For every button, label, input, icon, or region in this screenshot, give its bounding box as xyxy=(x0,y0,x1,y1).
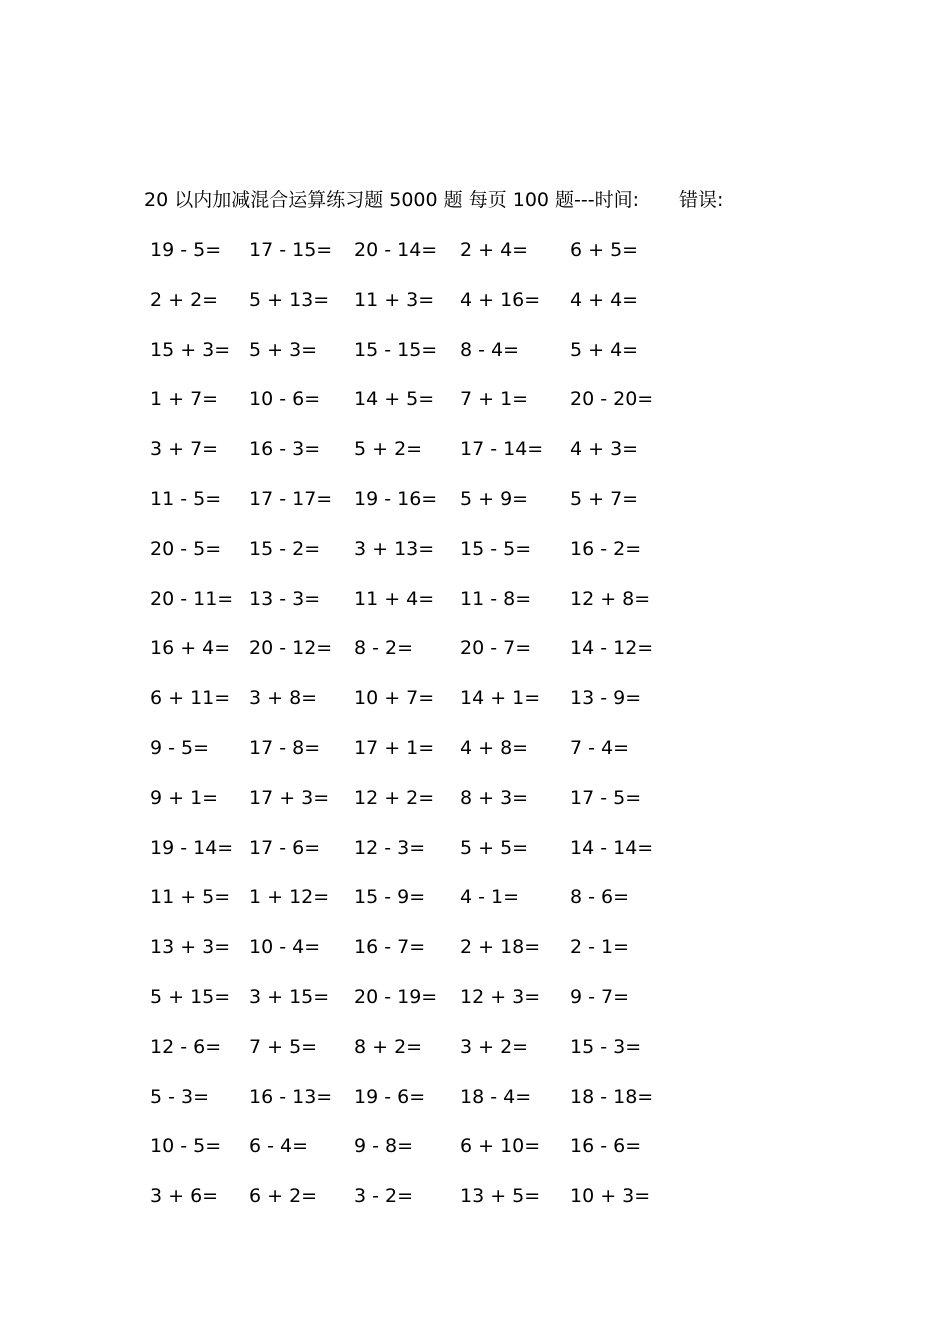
arithmetic-problem: 16 - 13= xyxy=(249,1085,333,1108)
arithmetic-problem: 16 - 2= xyxy=(570,537,642,560)
arithmetic-problem: 8 + 2= xyxy=(354,1035,423,1058)
arithmetic-problem: 2 + 2= xyxy=(150,288,219,311)
arithmetic-problem: 14 + 5= xyxy=(354,388,435,411)
arithmetic-problem: 3 - 2= xyxy=(354,1185,414,1208)
arithmetic-problem: 2 + 18= xyxy=(460,936,541,959)
arithmetic-problem: 17 + 3= xyxy=(249,786,330,809)
arithmetic-problem: 2 + 4= xyxy=(460,239,529,261)
arithmetic-problem: 14 - 12= xyxy=(570,637,654,660)
arithmetic-problem: 6 + 10= xyxy=(460,1135,541,1158)
arithmetic-problem: 5 + 13= xyxy=(249,288,330,311)
arithmetic-problem: 9 - 7= xyxy=(570,985,630,1008)
arithmetic-problem: 20 - 19= xyxy=(354,985,438,1008)
arithmetic-problem: 10 + 7= xyxy=(354,687,435,710)
arithmetic-problem: 19 - 5= xyxy=(150,239,222,261)
arithmetic-problem: 8 - 6= xyxy=(570,886,630,909)
arithmetic-problem: 9 - 8= xyxy=(354,1135,414,1158)
arithmetic-problem: 7 - 4= xyxy=(570,736,630,759)
arithmetic-problem: 12 - 6= xyxy=(150,1035,222,1058)
arithmetic-problem: 16 - 6= xyxy=(570,1135,642,1158)
arithmetic-problem: 19 - 6= xyxy=(354,1085,426,1108)
arithmetic-problem: 18 - 18= xyxy=(570,1085,654,1108)
arithmetic-problem: 11 - 8= xyxy=(460,587,532,610)
arithmetic-problem: 6 - 4= xyxy=(249,1135,309,1158)
arithmetic-problem: 3 + 13= xyxy=(354,537,435,560)
arithmetic-problem: 8 + 3= xyxy=(460,786,529,809)
arithmetic-problem: 12 + 8= xyxy=(570,587,651,610)
arithmetic-problem: 15 - 5= xyxy=(460,537,532,560)
arithmetic-problem: 1 + 12= xyxy=(249,886,330,909)
arithmetic-problem: 10 - 5= xyxy=(150,1135,222,1158)
arithmetic-problem: 5 + 3= xyxy=(249,338,318,361)
arithmetic-problem: 17 - 14= xyxy=(460,438,544,461)
arithmetic-problem: 6 + 5= xyxy=(570,239,639,261)
arithmetic-problem: 17 - 17= xyxy=(249,487,333,510)
arithmetic-problem: 6 + 11= xyxy=(150,687,231,710)
arithmetic-problem: 20 - 5= xyxy=(150,537,222,560)
arithmetic-problem: 13 - 3= xyxy=(249,587,321,610)
arithmetic-problem: 14 + 1= xyxy=(460,687,541,710)
arithmetic-problem: 9 - 5= xyxy=(150,736,210,759)
arithmetic-problem: 4 + 4= xyxy=(570,288,639,311)
arithmetic-problem: 16 - 7= xyxy=(354,936,426,959)
arithmetic-problem: 14 - 14= xyxy=(570,836,654,859)
arithmetic-problem: 17 - 15= xyxy=(249,239,333,261)
arithmetic-problem: 15 - 9= xyxy=(354,886,426,909)
arithmetic-problem: 12 - 3= xyxy=(354,836,426,859)
worksheet-header xyxy=(144,186,723,214)
arithmetic-problem: 12 + 2= xyxy=(354,786,435,809)
arithmetic-problem: 19 - 16= xyxy=(354,487,438,510)
arithmetic-problem: 11 + 5= xyxy=(150,886,231,909)
arithmetic-problem: 4 - 1= xyxy=(460,886,520,909)
arithmetic-problem: 5 - 3= xyxy=(150,1085,210,1108)
arithmetic-problem: 4 + 3= xyxy=(570,438,639,461)
arithmetic-problem: 17 - 8= xyxy=(249,736,321,759)
arithmetic-problem: 4 + 16= xyxy=(460,288,541,311)
arithmetic-problem: 8 - 2= xyxy=(354,637,414,660)
errors-label: 错误: xyxy=(679,189,724,211)
arithmetic-problem: 1 + 7= xyxy=(150,388,219,411)
arithmetic-problem: 3 + 8= xyxy=(249,687,318,710)
arithmetic-problem: 5 + 5= xyxy=(460,836,529,859)
arithmetic-problem: 20 - 11= xyxy=(150,587,234,610)
arithmetic-problem: 12 + 3= xyxy=(460,985,541,1008)
arithmetic-problem: 10 - 6= xyxy=(249,388,321,411)
arithmetic-problem: 5 + 15= xyxy=(150,985,231,1008)
arithmetic-problem: 7 + 5= xyxy=(249,1035,318,1058)
arithmetic-problem: 17 + 1= xyxy=(354,736,435,759)
arithmetic-problem: 16 + 4= xyxy=(150,637,231,660)
arithmetic-problem: 5 + 7= xyxy=(570,487,639,510)
arithmetic-problem: 16 - 3= xyxy=(249,438,321,461)
arithmetic-problem: 5 + 2= xyxy=(354,438,423,461)
arithmetic-problem: 15 - 15= xyxy=(354,338,438,361)
worksheet-title: 20 以内加减混合运算练习题 5000 题 每页 100 题---时间: xyxy=(144,189,640,211)
arithmetic-problem: 5 + 4= xyxy=(570,338,639,361)
arithmetic-problem: 11 + 3= xyxy=(354,288,435,311)
arithmetic-problem: 20 - 20= xyxy=(570,388,654,411)
arithmetic-problem: 13 - 9= xyxy=(570,687,642,710)
arithmetic-problem: 17 - 5= xyxy=(570,786,642,809)
arithmetic-problem: 11 + 4= xyxy=(354,587,435,610)
arithmetic-problem: 8 - 4= xyxy=(460,338,520,361)
arithmetic-problem: 15 - 2= xyxy=(249,537,321,560)
arithmetic-problem: 9 + 1= xyxy=(150,786,219,809)
arithmetic-problem: 20 - 14= xyxy=(354,239,438,261)
arithmetic-problem: 3 + 6= xyxy=(150,1185,219,1208)
arithmetic-problem: 3 + 2= xyxy=(460,1035,529,1058)
arithmetic-problem: 17 - 6= xyxy=(249,836,321,859)
arithmetic-problem: 4 + 8= xyxy=(460,736,529,759)
arithmetic-problem: 7 + 1= xyxy=(460,388,529,411)
arithmetic-problem: 18 - 4= xyxy=(460,1085,532,1108)
arithmetic-problem: 15 + 3= xyxy=(150,338,231,361)
arithmetic-problem: 20 - 12= xyxy=(249,637,333,660)
arithmetic-problem: 10 + 3= xyxy=(570,1185,651,1208)
arithmetic-problem: 11 - 5= xyxy=(150,487,222,510)
arithmetic-problem: 20 - 7= xyxy=(460,637,532,660)
arithmetic-problem: 6 + 2= xyxy=(249,1185,318,1208)
arithmetic-problem: 15 - 3= xyxy=(570,1035,642,1058)
arithmetic-problem: 2 - 1= xyxy=(570,936,630,959)
arithmetic-problem: 10 - 4= xyxy=(249,936,321,959)
arithmetic-problem: 3 + 15= xyxy=(249,985,330,1008)
arithmetic-problem: 3 + 7= xyxy=(150,438,219,461)
arithmetic-problem: 13 + 5= xyxy=(460,1185,541,1208)
arithmetic-problem: 19 - 14= xyxy=(150,836,234,859)
arithmetic-problem: 5 + 9= xyxy=(460,487,529,510)
arithmetic-problem: 13 + 3= xyxy=(150,936,231,959)
